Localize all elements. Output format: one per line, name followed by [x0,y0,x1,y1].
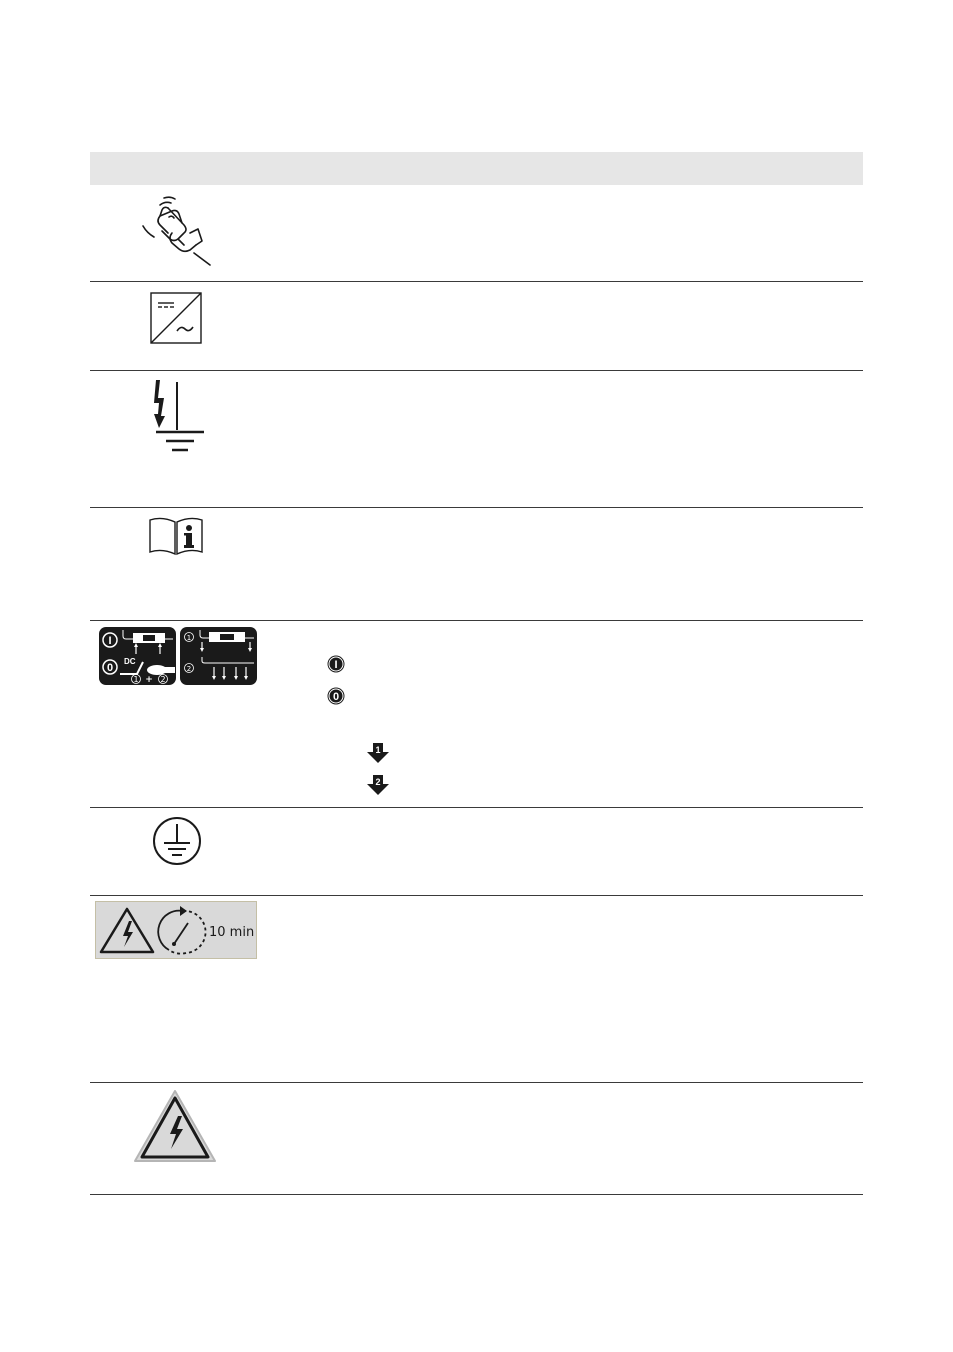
table-row [90,282,863,371]
protective-earth-icon [152,816,202,866]
row-description [290,621,863,807]
hand-tapping-icon [138,193,214,269]
switch-off-text: 0 [332,691,340,703]
table-row [90,808,863,896]
plus-mark: + [145,675,153,685]
switch-on-icon [327,655,345,673]
step-2-arrow-icon [367,775,389,795]
step-1-arrow-text: 1 [375,745,381,755]
switch-off-mark: 0 [106,662,114,674]
step-2-mark-right: 2 [186,665,192,673]
table-row [90,371,863,508]
table-row [90,185,863,282]
documentation-info-icon [148,516,204,556]
table-row [90,508,863,621]
switch-on-text: I [334,659,338,671]
table-row [90,896,863,1083]
table-row [90,1083,863,1195]
table-header [90,152,863,185]
high-voltage-warning-icon [133,1089,217,1163]
dc-switch-label-icon [99,627,257,685]
discharge-time-icon [95,901,257,959]
discharge-time-label: 10 min [209,925,255,940]
symbols-table [90,152,863,1195]
table-row [90,621,863,808]
step-1-mark: 1 [133,675,139,684]
switch-off-icon [327,687,345,705]
arc-earth-icon [152,378,208,458]
switch-on-mark: I [108,635,112,647]
dc-label: DC [124,657,136,666]
step-2-mark: 2 [160,675,166,684]
step-1-mark-right: 1 [186,634,192,642]
dc-ac-inverter-icon [150,292,202,344]
step-1-arrow-icon [367,743,389,763]
step-2-arrow-text: 2 [375,777,381,787]
